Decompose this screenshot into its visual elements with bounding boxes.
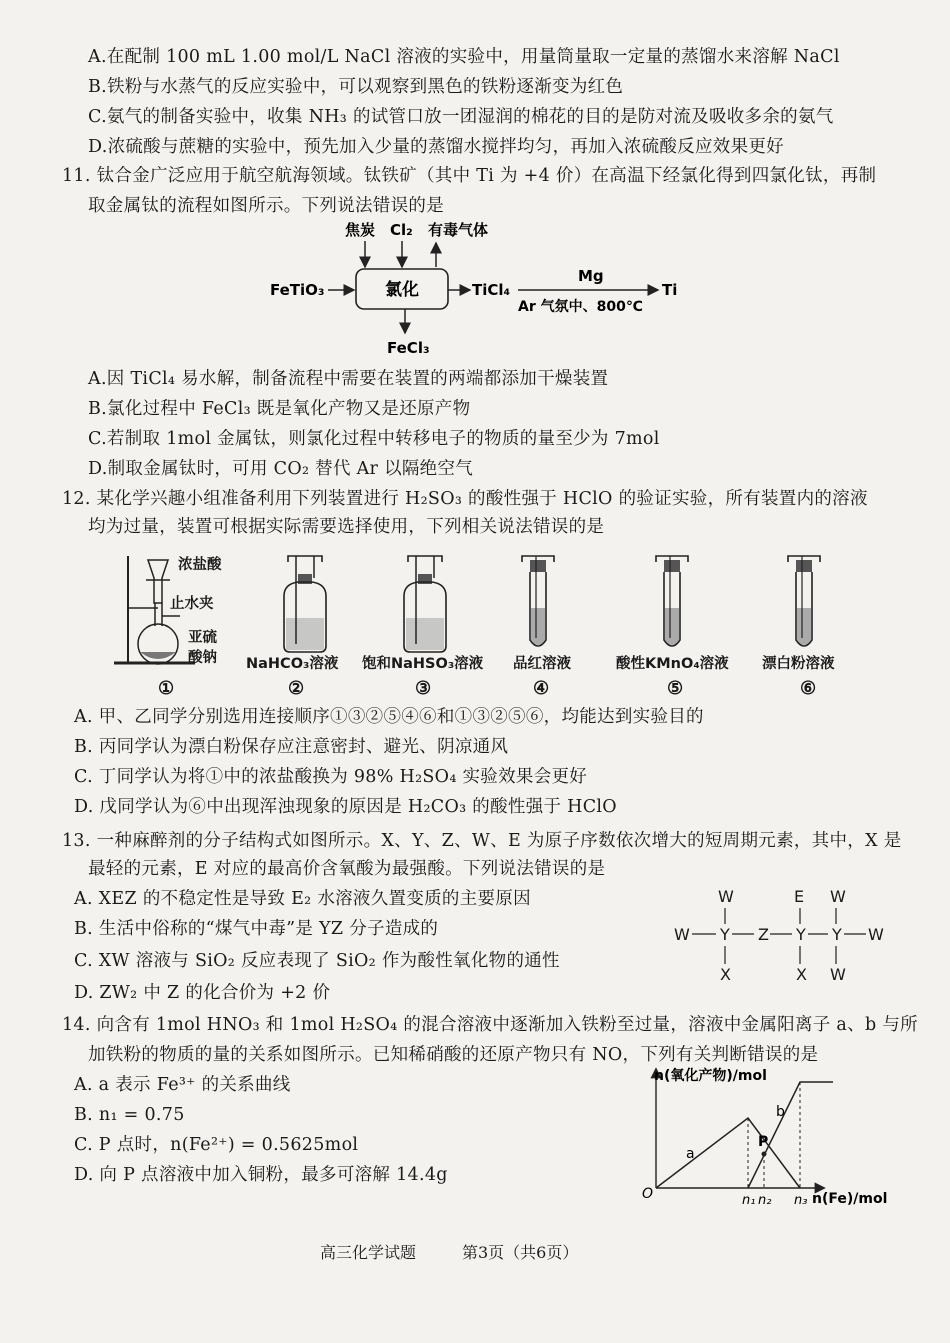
q14-option-b: B. n₁ = 0.75 (74, 1105, 185, 1125)
q10-option-c: C.氨气的制备实验中，收集 NH₃ 的试管口放一团湿润的棉花的目的是防对流及吸收多余的氨气 (88, 107, 834, 127)
q14-option-a: A. a 表示 Fe³⁺ 的关系曲线 (74, 1075, 291, 1095)
device-4-label: 品红溶液 (513, 656, 571, 672)
atom-e-top: E (794, 887, 805, 906)
flow-box-label: 氯化 (385, 280, 419, 300)
atom-w-bottom-3: W (830, 965, 846, 984)
atom-w-right: W (868, 925, 884, 944)
q12-option-b: B. 丙同学认为漂白粉保存应注意密封、避光、阴凉通风 (74, 737, 509, 757)
q14-option-d: D. 向 P 点溶液中加入铜粉，最多可溶解 14.4g (74, 1165, 448, 1185)
q10-option-b: B.铁粉与水蒸气的反应实验中，可以观察到黑色的铁粉逐渐变为红色 (88, 77, 624, 97)
q12-option-a: A. 甲、乙同学分别选用连接顺序①③②⑤④⑥和①③②⑤⑥，均能达到实验目的 (74, 707, 704, 727)
flow-byproduct: FeCl₃ (387, 339, 430, 357)
q11-option-d: D.制取金属钛时，可用 CO₂ 替代 Ar 以隔绝空气 (88, 459, 474, 479)
q12-option-c: C. 丁同学认为将①中的浓盐酸换为 98% H₂SO₄ 实验效果会更好 (74, 767, 588, 787)
flow-out-gas: 有毒气体 (428, 221, 489, 239)
atom-w-top-3: W (830, 887, 846, 906)
q11-flowchart (260, 215, 700, 360)
device-number-4: ④ (533, 678, 550, 699)
atom-w-top-1: W (718, 887, 734, 906)
footer-page: 第3页（共6页） (462, 1243, 579, 1262)
q11-option-b: B.氯化过程中 FeCl₃ 既是氧化产物又是还原产物 (88, 399, 471, 419)
device-number-3: ③ (415, 678, 432, 699)
app-label-salt-2: 酸钠 (188, 650, 217, 666)
series-label-b: b (776, 1104, 785, 1120)
atom-y-1: Y (720, 925, 730, 944)
flow-final: Ti (662, 281, 678, 299)
device-6-label: 漂白粉溶液 (762, 656, 835, 672)
q11-option-a: A.因 TiCl₄ 易水解，制备流程中需要在装置的两端都添加干燥装置 (88, 369, 609, 389)
q13-option-a: A. XEZ 的不稳定性是导致 E₂ 水溶液久置变质的主要原因 (74, 889, 531, 909)
device-3-label: 饱和NaHSO₃溶液 (362, 656, 484, 672)
flow-feed: FeTiO₃ (270, 281, 325, 299)
q13-option-b: B. 生活中俗称的“煤气中毒”是 YZ 分子造成的 (74, 919, 439, 939)
atom-y-2: Y (796, 925, 806, 944)
q13-stem: 13. 一种麻醉剂的分子结构式如图所示。X、Y、Z、W、E 为原子序数依次增大的短周期元素，其中，X 是 (62, 831, 902, 851)
app-label-acid: 浓盐酸 (178, 557, 222, 573)
y-axis-label: n(氧化产物)/mol (654, 1068, 767, 1084)
q14-stem: 14. 向含有 1mol HNO₃ 和 1mol H₂SO₄ 的混合溶液中逐渐加入铁粉至过量，溶液中金属阳离子 a、b 与所 (62, 1015, 918, 1035)
device-number-2: ② (288, 678, 305, 699)
q14-chart (628, 1060, 898, 1210)
x-tick-1: n₁ (742, 1193, 756, 1208)
q12-option-d: D. 戊同学认为⑥中出现浑浊现象的原因是 H₂CO₃ 的酸性强于 HClO (74, 797, 617, 817)
app-label-salt-1: 亚硫 (188, 630, 217, 646)
q14-option-c: C. P 点时，n(Fe²⁺) = 0.5625mol (74, 1135, 359, 1155)
footer-title: 高三化学试题 (320, 1243, 417, 1262)
q11-stem: 11. 钛合金广泛应用于航空航海领域。钛铁矿（其中 Ti 为 +4 价）在高温下经氯化得到四氯化钛，再制 (62, 166, 877, 186)
point-p (762, 1152, 767, 1157)
q11-option-c: C.若制取 1mol 金属钛，则氯化过程中转移电子的物质的量至少为 7mol (88, 429, 660, 449)
flow-product: TiCl₄ (472, 281, 511, 299)
device-number-5: ⑤ (667, 678, 684, 699)
q13-option-d: D. ZW₂ 中 Z 的化合价为 +2 价 (74, 983, 331, 1003)
point-p-label: P (758, 1134, 769, 1150)
q13-option-c: C. XW 溶液与 SiO₂ 反应表现了 SiO₂ 作为酸性氧化物的通性 (74, 951, 560, 971)
q11-stem-cont: 取金属钛的流程如图所示。下列说法错误的是 (88, 196, 444, 216)
atom-z: Z (758, 925, 769, 944)
atom-w-left: W (674, 925, 690, 944)
q14-stem-cont: 加铁粉的物质的量的关系如图所示。已知稀硝酸的还原产物只有 NO，下列有关判断错误的是 (88, 1045, 819, 1065)
atom-x-bottom-2: X (796, 965, 807, 984)
series-label-a: a (686, 1146, 695, 1162)
q10-option-d: D.浓硫酸与蔗糖的实验中，预先加入少量的蒸馏水搅拌均匀，再加入浓硫酸反应效果更好 (88, 137, 784, 157)
device-number-6: ⑥ (800, 678, 817, 699)
origin-label: O (642, 1186, 654, 1202)
x-tick-2: n₂ (758, 1193, 772, 1208)
x-tick-3: n₃ (794, 1193, 808, 1208)
atom-x-bottom-1: X (720, 965, 731, 984)
flow-in-coke: 焦炭 (345, 221, 376, 239)
app-label-clamp: 止水夹 (170, 596, 214, 612)
q12-stem-cont: 均为过量，装置可根据实际需要选择使用，下列相关说法错误的是 (88, 517, 605, 537)
q10-option-a: A.在配制 100 mL 1.00 mol/L NaCl 溶液的实验中，用量筒量取一定量的蒸馏水来溶解 NaCl (88, 47, 840, 67)
atom-y-3: Y (832, 925, 842, 944)
flow-condition: Ar 气氛中、800℃ (518, 299, 643, 315)
q13-stem-cont: 最轻的元素，E 对应的最高价含氧酸为最强酸。下列说法错误的是 (88, 859, 606, 879)
q13-structure (668, 880, 898, 990)
x-axis-label: n(Fe)/mol (812, 1191, 888, 1207)
flow-reagent: Mg (578, 267, 604, 285)
device-2-label: NaHCO₃溶液 (246, 656, 339, 672)
device-number-1: ① (158, 678, 175, 699)
series-line-a (656, 1118, 800, 1188)
device-5-label: 酸性KMnO₄溶液 (616, 656, 729, 672)
flow-in-cl2: Cl₂ (390, 221, 413, 239)
q12-stem: 12. 某化学兴趣小组准备利用下列装置进行 H₂SO₃ 的酸性强于 HClO 的验证实验，所有装置内的溶液 (62, 489, 868, 509)
